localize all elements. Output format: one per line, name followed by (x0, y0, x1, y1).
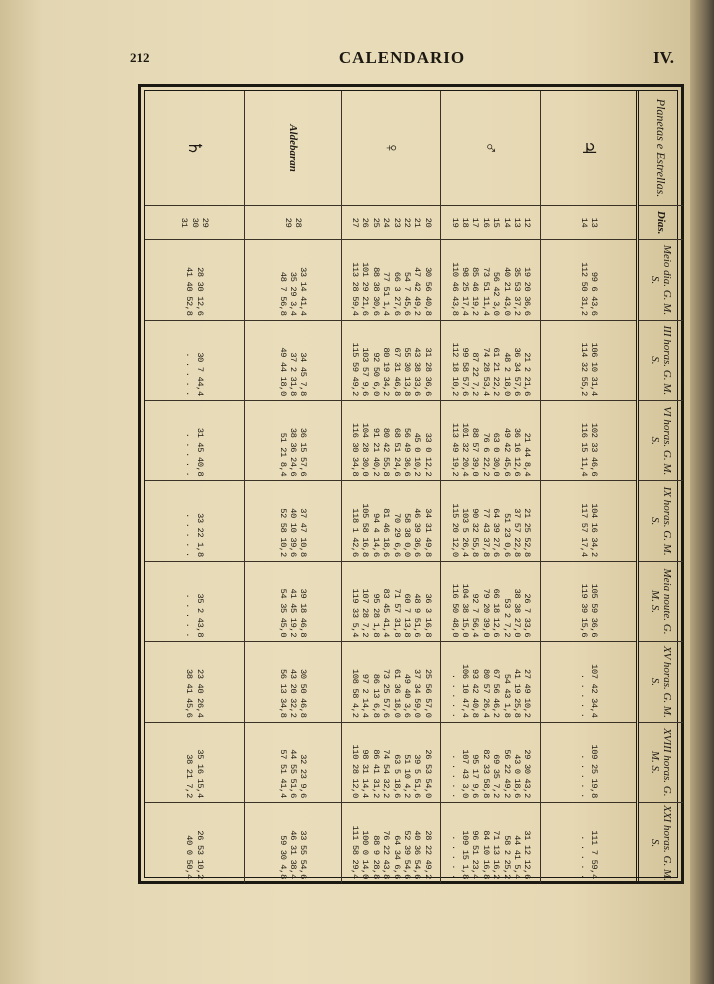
day-number: 31 (179, 217, 190, 228)
day-number: 21 (412, 217, 423, 228)
day-number: 27 (349, 217, 360, 228)
position-value: 115 20 12,0 (449, 503, 460, 557)
day-number: 13 (588, 217, 599, 228)
position-cell (541, 401, 638, 481)
position-value: 51 21 8,4 (277, 432, 288, 477)
planet-cell (341, 91, 441, 206)
position-value: 52 58 10,2 (277, 508, 288, 557)
position-cell (244, 401, 341, 481)
position-value: 25 56 57,0 (422, 669, 433, 718)
time-header: III horas. G. M. S. (638, 320, 684, 400)
position-value: 97 2 14,4 (360, 673, 371, 718)
position-cell (441, 561, 541, 641)
position-value: 37 47 10,8 (298, 508, 309, 557)
position-value: 98 31 14,4 (360, 749, 371, 798)
position-value: 30 7 44,4 (194, 352, 205, 397)
position-value: 61 21 22,2 (491, 347, 502, 397)
position-value: 91 21 40,2 (370, 427, 381, 477)
position-value: 119 33 5,4 (349, 588, 360, 638)
position-value: 103 57 9,6 (360, 347, 371, 397)
table-row (441, 91, 541, 883)
position-value: 112 50 31,2 (578, 262, 589, 316)
position-value: 90 32 55,8 (470, 508, 481, 557)
position-value: 35 29 3,4 (288, 271, 299, 316)
position-value: 116 30 34,8 (349, 422, 360, 477)
position-cell (244, 481, 341, 561)
position-value: 67 31 46,8 (391, 347, 402, 397)
time-header: XV horas. G. M. S. (638, 642, 684, 722)
position-value: 36 16 12,6 (511, 427, 522, 477)
position-value: 21 2 21,6 (522, 352, 533, 397)
position-value: 93 42 40,8 (470, 669, 481, 718)
position-value: 52 39 54,6 (401, 830, 412, 879)
position-value: 58 2 25,2 (501, 835, 512, 879)
day-number: 12 (522, 217, 533, 228)
position-value: 92 50 6,0 (370, 352, 381, 397)
day-number: 20 (422, 217, 433, 228)
position-cell (441, 722, 541, 802)
position-value: . . . . . (184, 352, 195, 397)
days-cell (244, 206, 341, 240)
position-cell (341, 642, 441, 722)
table-header-row (638, 91, 684, 883)
day-number: 14 (501, 217, 512, 228)
position-value: 101 32 20,4 (459, 422, 470, 477)
position-value: 45 0 10,2 (412, 432, 423, 477)
position-cell (341, 481, 441, 561)
position-value: 27 49 10,2 (522, 669, 533, 718)
position-cell (541, 561, 638, 641)
day-number: 15 (491, 217, 502, 228)
position-value: 39 18 46,8 (298, 588, 309, 638)
table-row (244, 91, 341, 883)
position-value: 74 28 53,4 (480, 347, 491, 397)
position-value: 113 28 59,4 (349, 262, 360, 316)
position-value: 109 15 1,8 (459, 830, 470, 879)
position-value: 57 51 41,4 (277, 749, 288, 798)
position-value: 60 7 13,8 (401, 593, 412, 638)
position-value: 105 59 36,6 (588, 583, 599, 638)
position-value: 61 36 18,0 (391, 669, 402, 718)
day-number: 16 (480, 217, 491, 228)
position-value: 40 36 54,6 (412, 830, 423, 879)
table-row (145, 91, 244, 883)
days-cell (441, 206, 541, 240)
position-value: 67 56 46,2 (491, 669, 502, 718)
position-cell (244, 722, 341, 802)
planets-header: Planetas e Estrellas. (638, 91, 684, 206)
position-value: 56 49 36,6 (401, 427, 412, 477)
position-cell (541, 642, 638, 722)
time-header: Meia noute. G. M. S. (638, 561, 684, 641)
days-cell (341, 206, 441, 240)
position-value: 21 44 8,4 (522, 432, 533, 477)
position-cell (145, 401, 244, 481)
position-value: 44 41 5,4 (511, 835, 522, 879)
time-header: XVIII horas. G. M. S. (638, 722, 684, 802)
position-value: 36 3 16,8 (422, 593, 433, 638)
rotated-table-container (145, 91, 683, 883)
position-cell (341, 240, 441, 320)
position-cell (145, 240, 244, 320)
day-number: 18 (459, 217, 470, 228)
position-value: 99 58 57,6 (459, 347, 470, 397)
position-value: 30 50 46,8 (298, 669, 309, 718)
position-value: 41 19 25,8 (511, 669, 522, 718)
position-value: 31 45 40,8 (194, 427, 205, 477)
page-title: CALENDARIO (338, 48, 466, 67)
position-value: 46 31 38,4 (288, 830, 299, 879)
position-value: . . . . . (449, 835, 460, 879)
position-value: 80 19 34,2 (381, 347, 392, 397)
position-value: 88 9 28,8 (370, 835, 381, 879)
days-cell (541, 206, 638, 240)
position-value: . . . . . (578, 835, 589, 879)
position-value: 100 0 14,0 (360, 830, 371, 879)
position-value: 30 56 40,8 (422, 267, 433, 316)
position-value: 49 44 18,0 (277, 347, 288, 397)
position-value: 109 25 19,8 (588, 744, 599, 798)
position-value: 43 38 33,6 (412, 347, 423, 397)
position-value: 21 25 52,8 (522, 508, 533, 557)
position-value: 116 15 11,4 (578, 422, 589, 477)
days-header: Dias. (638, 206, 684, 240)
position-cell (441, 642, 541, 722)
position-value: 41 45 19,2 (288, 588, 299, 638)
position-cell (441, 802, 541, 883)
position-value: 54 7 45,6 (401, 271, 412, 316)
position-value: 36 34 57,6 (511, 347, 522, 397)
position-value: 73 51 11,4 (480, 267, 491, 316)
ephemeris-table (145, 91, 683, 883)
position-value: 34 45 7,8 (298, 352, 309, 397)
position-cell (441, 401, 541, 481)
position-value: 94 4 14,6 (370, 513, 381, 557)
position-value: 34 31 49,8 (422, 508, 433, 557)
position-value: 108 58 4,2 (349, 669, 360, 718)
position-value: 63 5 18,6 (391, 754, 402, 798)
position-value: 59 30 4,8 (277, 835, 288, 879)
position-value: 104 38 15,0 (459, 583, 470, 638)
day-number: 19 (449, 217, 460, 228)
position-value: 40 0 50,4 (184, 835, 195, 879)
position-value: 19 20 36,6 (522, 267, 533, 316)
position-value: 87 22 7,2 (470, 352, 481, 397)
position-value: 107 43 3,0 (459, 749, 470, 798)
position-value: 44 55 51,6 (288, 749, 299, 798)
day-number: 14 (578, 217, 589, 228)
position-value: 56 22 49,2 (501, 749, 512, 798)
position-value: 119 39 15,6 (578, 583, 589, 638)
position-value: 68 51 24,6 (391, 427, 402, 477)
position-cell (341, 561, 441, 641)
planet-name: ♃ (579, 139, 600, 157)
position-value: 29 30 43,2 (522, 749, 533, 798)
position-value: 116 50 48,0 (449, 583, 460, 638)
position-cell (541, 481, 638, 561)
position-value: . . . . . (184, 432, 195, 477)
position-value: 117 57 17,4 (578, 503, 589, 557)
position-value: . . . . . (449, 754, 460, 798)
planet-name: ♀ (381, 141, 402, 155)
position-value: 48 2 18,0 (501, 352, 512, 397)
position-value: 71 57 31,8 (391, 588, 402, 638)
days-cell (145, 206, 244, 240)
position-cell (341, 722, 441, 802)
position-value: 56 13 34,8 (277, 669, 288, 718)
position-cell (145, 802, 244, 883)
position-value: 26 53 54,0 (422, 749, 433, 798)
position-value: 88 38 30,6 (370, 267, 381, 316)
table-row (341, 91, 441, 883)
position-value: 76 6 22,2 (480, 432, 491, 477)
position-cell (244, 802, 341, 883)
position-value: 64 39 27,6 (491, 508, 502, 557)
position-cell (145, 561, 244, 641)
position-value: 99 6 43,6 (588, 271, 599, 316)
position-value: 107 28 7,2 (360, 588, 371, 638)
position-value: 110 46 43,8 (449, 262, 460, 316)
position-value: 38 38 27,0 (511, 588, 522, 638)
position-value: . . . . . (578, 754, 589, 798)
position-value: 101 29 21,6 (360, 262, 371, 316)
planet-cell (541, 91, 638, 206)
position-value: 31 12 12,6 (522, 830, 533, 879)
position-value: 37 34 59,0 (412, 669, 423, 718)
position-value: 55 30 13,8 (401, 347, 412, 397)
day-number: 29 (282, 217, 293, 228)
position-value: 82 33 58,8 (480, 749, 491, 798)
position-value: 23 40 26,4 (194, 669, 205, 718)
page-number: 212 (130, 50, 150, 65)
position-cell (541, 802, 638, 883)
day-number: 22 (401, 217, 412, 228)
position-value: 103 5 26,4 (459, 508, 470, 557)
position-value: 79 20 39,0 (480, 588, 491, 638)
position-value: 40 10 39,6 (288, 508, 299, 557)
position-value: 43 0 18,6 (511, 754, 522, 798)
position-value: 102 33 46,6 (588, 422, 599, 477)
position-cell (145, 722, 244, 802)
day-number: 30 (189, 217, 200, 228)
position-cell (244, 240, 341, 320)
planet-name: ♂ (481, 141, 502, 155)
position-cell (145, 642, 244, 722)
table-inner-border (144, 90, 678, 881)
planet-cell (441, 91, 541, 206)
position-value: 35 2 43,8 (194, 593, 205, 638)
position-value: 86 13 6,8 (370, 673, 381, 718)
position-value: 113 49 19,2 (449, 422, 460, 477)
position-value: 110 28 12,0 (349, 744, 360, 798)
position-value: 86 41 31,2 (370, 749, 381, 798)
position-value: 114 32 55,2 (578, 342, 589, 397)
position-value: 54 35 45,0 (277, 588, 288, 638)
position-value: 36 15 57,6 (298, 427, 309, 477)
day-number: 26 (360, 217, 371, 228)
position-value: 37 2 31,8 (288, 352, 299, 397)
planet-name: Aldebaran (286, 124, 299, 172)
position-cell (244, 561, 341, 641)
position-value: 40 21 43,0 (501, 267, 512, 316)
position-value: 41 40 52,8 (184, 267, 195, 316)
position-value: 39 5 51,6 (412, 754, 423, 798)
section-number: IV. (653, 48, 674, 67)
position-value: 80 42 55,8 (381, 427, 392, 477)
position-value: 37 57 22,8 (511, 508, 522, 557)
position-value: 85 46 19,2 (470, 267, 481, 316)
position-value: . . . . . (578, 673, 589, 718)
position-value: 76 22 43,8 (381, 830, 392, 879)
day-number: 29 (200, 217, 211, 228)
position-cell (541, 722, 638, 802)
position-value: 96 51 23,4 (470, 830, 481, 879)
position-value: 77 51 1,4 (381, 271, 392, 316)
planet-name: ♄ (184, 139, 205, 157)
position-value: 112 18 10,2 (449, 342, 460, 397)
position-value: 83 45 41,4 (381, 588, 392, 638)
position-value: 48 9 51,6 (412, 593, 423, 638)
position-value: 33 0 12,2 (422, 432, 433, 477)
position-value: 38 21 7,2 (184, 754, 195, 798)
position-value: 106 10 47,4 (459, 664, 470, 718)
position-cell (441, 240, 541, 320)
page-header (130, 48, 674, 76)
position-value: 73 25 57,6 (381, 669, 392, 718)
position-value: 95 28 1,8 (370, 593, 381, 638)
position-value: 115 59 49,2 (349, 342, 360, 397)
position-value: 88 57 39,0 (470, 427, 481, 477)
position-value: 31 28 36,6 (422, 347, 433, 397)
planet-cell (145, 91, 244, 206)
position-value: 56 42 3,0 (491, 271, 502, 316)
position-value: . . . . . (449, 673, 460, 718)
position-cell (341, 802, 441, 883)
day-number: 28 (293, 217, 304, 228)
table-body (145, 91, 638, 883)
time-header: VI horas. G. M. S. (638, 401, 684, 481)
day-number: 13 (511, 217, 522, 228)
position-cell (341, 320, 441, 400)
position-value: 33 14 41,4 (298, 267, 309, 316)
position-value: 28 30 12,6 (194, 267, 205, 316)
position-cell (441, 481, 541, 561)
table-row (541, 91, 638, 883)
position-value: 38 41 45,6 (184, 669, 195, 718)
position-value: 105 58 16,8 (360, 503, 371, 557)
position-value: 95 17 9,6 (470, 754, 481, 798)
position-value: 98 25 17,4 (459, 267, 470, 316)
position-value: 104 28 30,0 (360, 422, 371, 477)
position-value: 49 42 45,6 (501, 427, 512, 477)
position-value: 38 36 24,6 (288, 427, 299, 477)
day-number: 23 (391, 217, 402, 228)
position-value: 70 29 6,6 (391, 513, 402, 557)
position-value: 66 3 27,6 (391, 271, 402, 316)
position-cell (145, 481, 244, 561)
position-value: 58 38 0,0 (401, 513, 412, 557)
time-header: XXI horas. G. M. S. (638, 802, 684, 883)
position-value: 69 35 7,2 (491, 754, 502, 798)
position-value: 54 43 1,8 (501, 673, 512, 718)
position-cell (244, 642, 341, 722)
time-header: Meio dia. G. M. S. (638, 240, 684, 320)
position-value: 106 10 31,4 (588, 342, 599, 397)
position-cell (441, 320, 541, 400)
position-value: 84 10 16,8 (480, 830, 491, 879)
position-value: 104 16 34,2 (588, 503, 599, 557)
position-value: 63 0 30,0 (491, 432, 502, 477)
position-value: 32 23 9,6 (298, 754, 309, 798)
position-value: 111 58 29,4 (349, 825, 360, 879)
position-value: 111 7 59,4 (588, 830, 599, 879)
position-cell (145, 320, 244, 400)
position-value: 48 7 56,8 (277, 271, 288, 316)
position-value: 46 39 36,6 (412, 508, 423, 557)
position-value: . . . . . (184, 513, 195, 557)
day-number: 17 (470, 217, 481, 228)
book-spine (690, 0, 714, 984)
time-header: IX horas. G. M. S. (638, 481, 684, 561)
position-value: 81 46 18,6 (381, 508, 392, 557)
position-value: 51 10 4,2 (401, 754, 412, 798)
day-number: 25 (370, 217, 381, 228)
position-value: 26 7 33,6 (522, 593, 533, 638)
position-value: 49 40 3,6 (401, 673, 412, 718)
position-cell (244, 320, 341, 400)
day-number: 24 (381, 217, 392, 228)
position-value: 33 22 1,8 (194, 513, 205, 557)
position-value: 53 2 7,2 (501, 598, 512, 638)
position-cell (541, 320, 638, 400)
position-value: . . . . . (184, 593, 195, 638)
table-frame (138, 84, 684, 884)
position-value: 77 43 37,8 (480, 508, 491, 557)
position-value: 71 13 16,2 (491, 830, 502, 879)
position-value: 47 42 49,2 (412, 267, 423, 316)
position-value: 64 34 6,6 (391, 835, 402, 879)
position-value: 33 55 54,6 (298, 830, 309, 879)
position-cell (341, 401, 441, 481)
position-value: 35 53 37,2 (511, 267, 522, 316)
position-value: 28 22 49,2 (422, 830, 433, 879)
position-value: 92 7 56,4 (470, 593, 481, 638)
position-value: 118 1 42,6 (349, 508, 360, 557)
position-value: 66 18 12,6 (491, 588, 502, 638)
position-value: 74 54 32,2 (381, 749, 392, 798)
position-value: 43 20 32,2 (288, 669, 299, 718)
position-value: 80 57 26,4 (480, 669, 491, 718)
position-value: 35 16 15,4 (194, 749, 205, 798)
position-value: 51 23 0,6 (501, 513, 512, 557)
position-value: 107 42 34,4 (588, 664, 599, 718)
planet-cell (244, 91, 341, 206)
position-cell (541, 240, 638, 320)
position-value: 26 53 10,2 (194, 830, 205, 879)
